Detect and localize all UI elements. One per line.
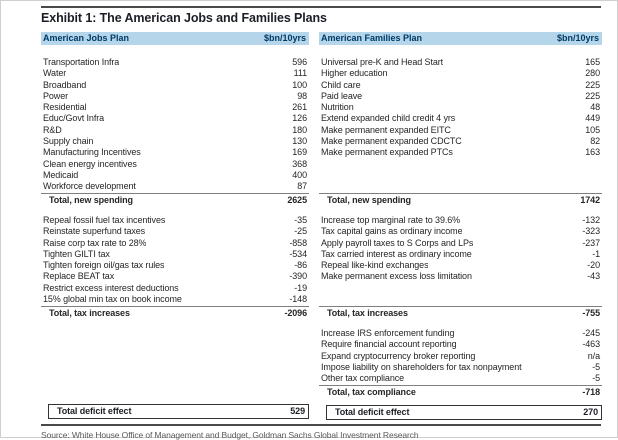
row-label: Educ/Govt Infra [43,113,105,124]
row-value: 130 [292,136,307,147]
table-row [319,339,602,350]
jobs-plan-table [41,32,309,419]
row-label: Impose liability on shareholders for tax nonpayment [321,361,522,372]
row-label: Require financial account reporting [321,339,457,350]
row-value: 180 [292,124,307,135]
section-total-value: 1742 [580,195,600,205]
table-row [319,328,602,339]
row-label: Child care [321,79,361,90]
row-value: 225 [585,79,600,90]
table-row [41,170,309,181]
row-value: 87 [297,181,307,192]
row-label: Reinstate superfund taxes [43,226,146,237]
row-label: Transportation Infra [43,57,120,67]
table-section [41,57,309,207]
row-label: Water [43,68,67,79]
row-label: Nutrition [321,102,354,113]
table-header-band [41,32,309,45]
row-label: Repeal like-kind exchanges [321,260,429,271]
row-value: 163 [585,147,600,158]
table-section [319,57,602,207]
row-value: -245 [582,328,600,338]
families-plan-table [319,32,602,420]
table-row [41,159,309,170]
section-total-row [319,306,602,320]
section-total-value: -718 [582,387,600,397]
table-row [41,226,309,237]
table-row [319,80,602,91]
table-section [319,328,602,399]
row-value: 100 [292,79,307,90]
row-value: 261 [292,102,307,113]
tables-container [41,32,601,420]
table-row [319,136,602,147]
row-label: Workforce development [43,181,136,192]
row-label: Broadband [43,79,87,90]
section-total-label: Total, tax increases [327,308,408,318]
table-section [319,215,602,320]
row-label: R&D [43,124,62,135]
section-rows [41,57,309,193]
row-label: Supply chain [43,136,94,147]
table-row [41,91,309,102]
section-total-label: Total, tax increases [49,308,130,318]
row-label: Increase top marginal rate to 39.6% [321,215,461,225]
table-row [319,373,602,384]
row-label: Higher education [321,68,388,79]
table-row [41,181,309,192]
row-value: -858 [289,237,307,248]
row-value: 82 [590,136,600,147]
bottom-rule [41,424,601,426]
section-total-label: Total, new spending [327,195,411,205]
row-label: Power [43,90,69,101]
row-label: Apply payroll taxes to S Corps and LPs [321,237,474,248]
row-label: Tax capital gains as ordinary income [321,226,463,237]
row-value: n/a [587,350,600,361]
row-value: -20 [587,260,600,271]
table-row [319,226,602,237]
row-value: 280 [585,68,600,79]
table-row [319,102,602,113]
row-value: 105 [585,124,600,135]
table-row [41,57,309,68]
source-note: Source: White House Office of Management and Budget, Goldman Sachs Global Investment Research [41,430,419,440]
table-row [41,68,309,79]
table-row [41,294,309,305]
section-total-value: 2625 [287,195,307,205]
row-label: Replace BEAT tax [43,271,115,282]
section-total-label: Total, tax compliance [327,387,416,397]
deficit-label: Total deficit effect [57,406,132,416]
row-value: -19 [294,282,307,293]
row-label: Tighten foreign oil/gas tax rules [43,260,165,271]
row-value: 169 [292,147,307,158]
deficit-value: 529 [290,406,305,416]
table-row [41,283,309,294]
row-value: -390 [289,271,307,282]
table-row [319,68,602,79]
row-label: Make permanent excess loss limitation [321,271,472,282]
row-value: -43 [587,271,600,282]
table-row [41,215,309,226]
table-row [319,113,602,124]
table-row [41,80,309,91]
row-value: -1 [592,248,600,259]
table-header-label: American Families Plan [321,33,423,43]
section-total-value: -755 [582,308,600,318]
table-row [319,271,602,282]
row-value: 368 [292,158,307,169]
row-value: -148 [289,294,307,305]
table-row [41,113,309,124]
row-value: -5 [592,373,600,384]
row-value: -35 [294,215,307,225]
table-row [319,215,602,226]
row-label: Restrict excess interest deductions [43,282,179,293]
row-value: -323 [582,226,600,237]
row-value: 48 [590,102,600,113]
row-label: Clean energy incentives [43,158,137,169]
table-row [41,136,309,147]
row-label: Universal pre-K and Head Start [321,57,444,67]
row-label: Residential [43,102,87,113]
total-deficit-box [326,405,602,420]
row-value: -237 [582,237,600,248]
table-row [319,57,602,68]
table-row [319,249,602,260]
section-total-row [41,306,309,320]
table-row [319,362,602,373]
section-rows [319,328,602,385]
row-value: 596 [292,57,307,67]
section-rows [41,215,309,306]
row-label: Increase IRS enforcement funding [321,328,455,338]
row-value: -132 [582,215,600,225]
table-row [319,351,602,362]
deficit-label: Total deficit effect [335,407,410,417]
exhibit-title: Exhibit 1: The American Jobs and Families Plans [41,11,327,25]
table-row [41,125,309,136]
section-total-value: -2096 [284,308,307,318]
table-row [41,102,309,113]
row-value: 98 [297,90,307,101]
row-value: 225 [585,90,600,101]
table-row [41,260,309,271]
section-total-row [41,193,309,207]
table-header-band [319,32,602,45]
section-total-row [319,385,602,399]
row-value: -534 [289,248,307,259]
row-label: Tighten GILTI tax [43,248,110,259]
row-value: -86 [294,260,307,271]
section-total-row [319,193,602,207]
deficit-value: 270 [583,407,598,417]
table-row [41,147,309,158]
section-rows [319,57,602,193]
section-rows [319,215,602,306]
table-row [319,91,602,102]
table-section [41,215,309,320]
row-value: 449 [585,113,600,124]
row-label: Make permanent expanded EITC [321,124,451,135]
row-label: Make permanent expanded PTCs [321,147,453,158]
row-value: -25 [294,226,307,237]
table-header-label: American Jobs Plan [43,33,130,43]
table-row [41,271,309,282]
table-row [319,147,602,158]
row-label: Manufacturing Incentives [43,147,141,158]
row-value: 400 [292,169,307,180]
table-row [319,260,602,271]
row-label: Repeal fossil fuel tax incentives [43,215,166,225]
row-value: -5 [592,361,600,372]
row-label: Other tax compliance [321,373,405,384]
table-header-unit: $bn/10yrs [556,33,599,43]
row-label: Raise corp tax rate to 28% [43,237,147,248]
table-header-unit: $bn/10yrs [263,33,306,43]
row-label: Expand cryptocurrency broker reporting [321,350,476,361]
row-label: 15% global min tax on book income [43,294,182,305]
total-deficit-box [48,404,309,419]
table-row [41,249,309,260]
exhibit-page [1,1,617,440]
row-label: Medicaid [43,169,79,180]
row-value: -463 [582,339,600,350]
table-row [41,238,309,249]
row-value: 165 [585,57,600,67]
row-value: 126 [292,113,307,124]
row-label: Extend expanded child credit 4 yrs [321,113,456,124]
top-rule [41,6,601,8]
table-row [319,125,602,136]
row-label: Make permanent expanded CDCTC [321,136,462,147]
row-label: Tax carried interest as ordinary income [321,248,472,259]
table-row [319,238,602,249]
section-total-label: Total, new spending [49,195,133,205]
row-value: 111 [293,68,307,79]
section-spacer [41,320,309,398]
row-label: Paid leave [321,90,363,101]
